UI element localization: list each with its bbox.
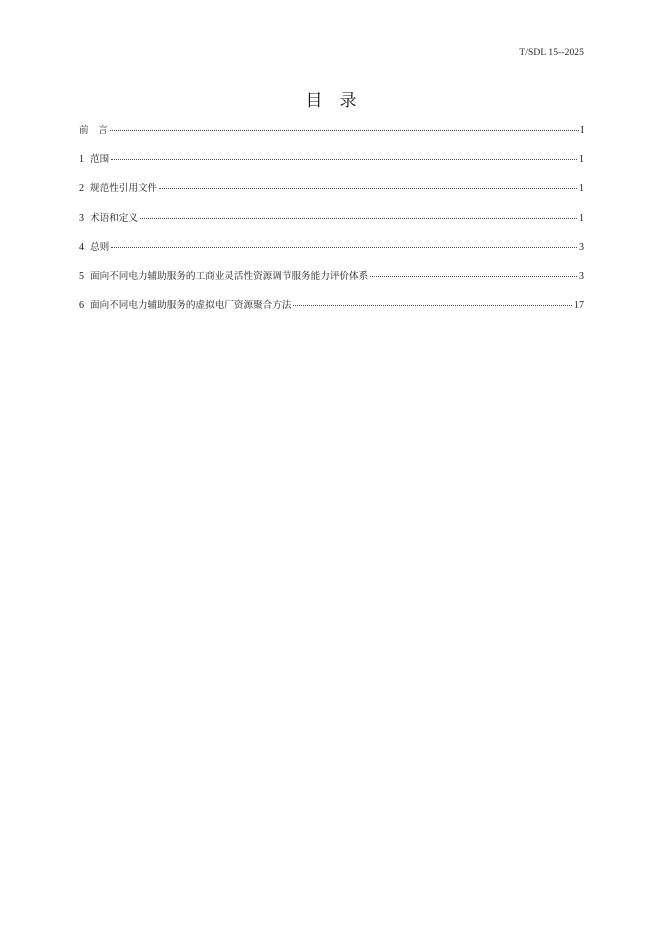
- table-of-contents: [79, 124, 584, 328]
- toc-entry-text: 规范性引用文件: [90, 183, 158, 195]
- toc-page-number: 17: [574, 300, 584, 312]
- toc-page-number: 3: [579, 270, 584, 282]
- toc-section-number: 2: [79, 183, 84, 195]
- toc-section-number: 5: [79, 270, 84, 282]
- toc-entry-terms-definitions[interactable]: [79, 212, 584, 241]
- toc-entry-text: 总则: [90, 241, 110, 253]
- toc-entry-text: 术语和定义: [90, 212, 138, 224]
- toc-entry-text: 前 言: [79, 125, 108, 136]
- toc-section-number: 6: [79, 300, 84, 312]
- toc-title: 目 录: [305, 91, 357, 111]
- toc-leader-dots: [140, 218, 577, 219]
- toc-entry-normative-references[interactable]: [79, 182, 584, 211]
- toc-page-number: 1: [579, 154, 584, 166]
- toc-entry-scope[interactable]: [79, 153, 584, 182]
- toc-leader-dots: [159, 188, 577, 189]
- toc-entry-text: 面向不同电力辅助服务的工商业灵活性资源调节服务能力评价体系: [90, 270, 369, 282]
- toc-page-number: 1: [579, 183, 584, 195]
- toc-section-number: 1: [79, 154, 84, 166]
- toc-entry-text: 面向不同电力辅助服务的虚拟电厂资源聚合方法: [90, 300, 292, 312]
- toc-section-number: 4: [79, 241, 84, 253]
- toc-entry-evaluation-system[interactable]: [79, 270, 584, 299]
- toc-leader-dots: [370, 276, 577, 277]
- toc-leader-dots: [293, 305, 572, 306]
- toc-entry-general[interactable]: [79, 241, 584, 270]
- toc-page-number: 3: [579, 241, 584, 253]
- toc-entry-aggregation-method[interactable]: [79, 299, 584, 328]
- toc-leader-dots: [110, 130, 579, 131]
- toc-section-number: 3: [79, 212, 84, 224]
- toc-page-number: I: [580, 125, 584, 136]
- toc-leader-dots: [111, 159, 577, 160]
- toc-leader-dots: [111, 247, 577, 248]
- toc-page-number: 1: [579, 212, 584, 224]
- toc-entry-text: 范围: [90, 154, 110, 166]
- document-code: T/SDL 15--2025: [519, 48, 584, 58]
- toc-entry-foreword[interactable]: [79, 124, 584, 153]
